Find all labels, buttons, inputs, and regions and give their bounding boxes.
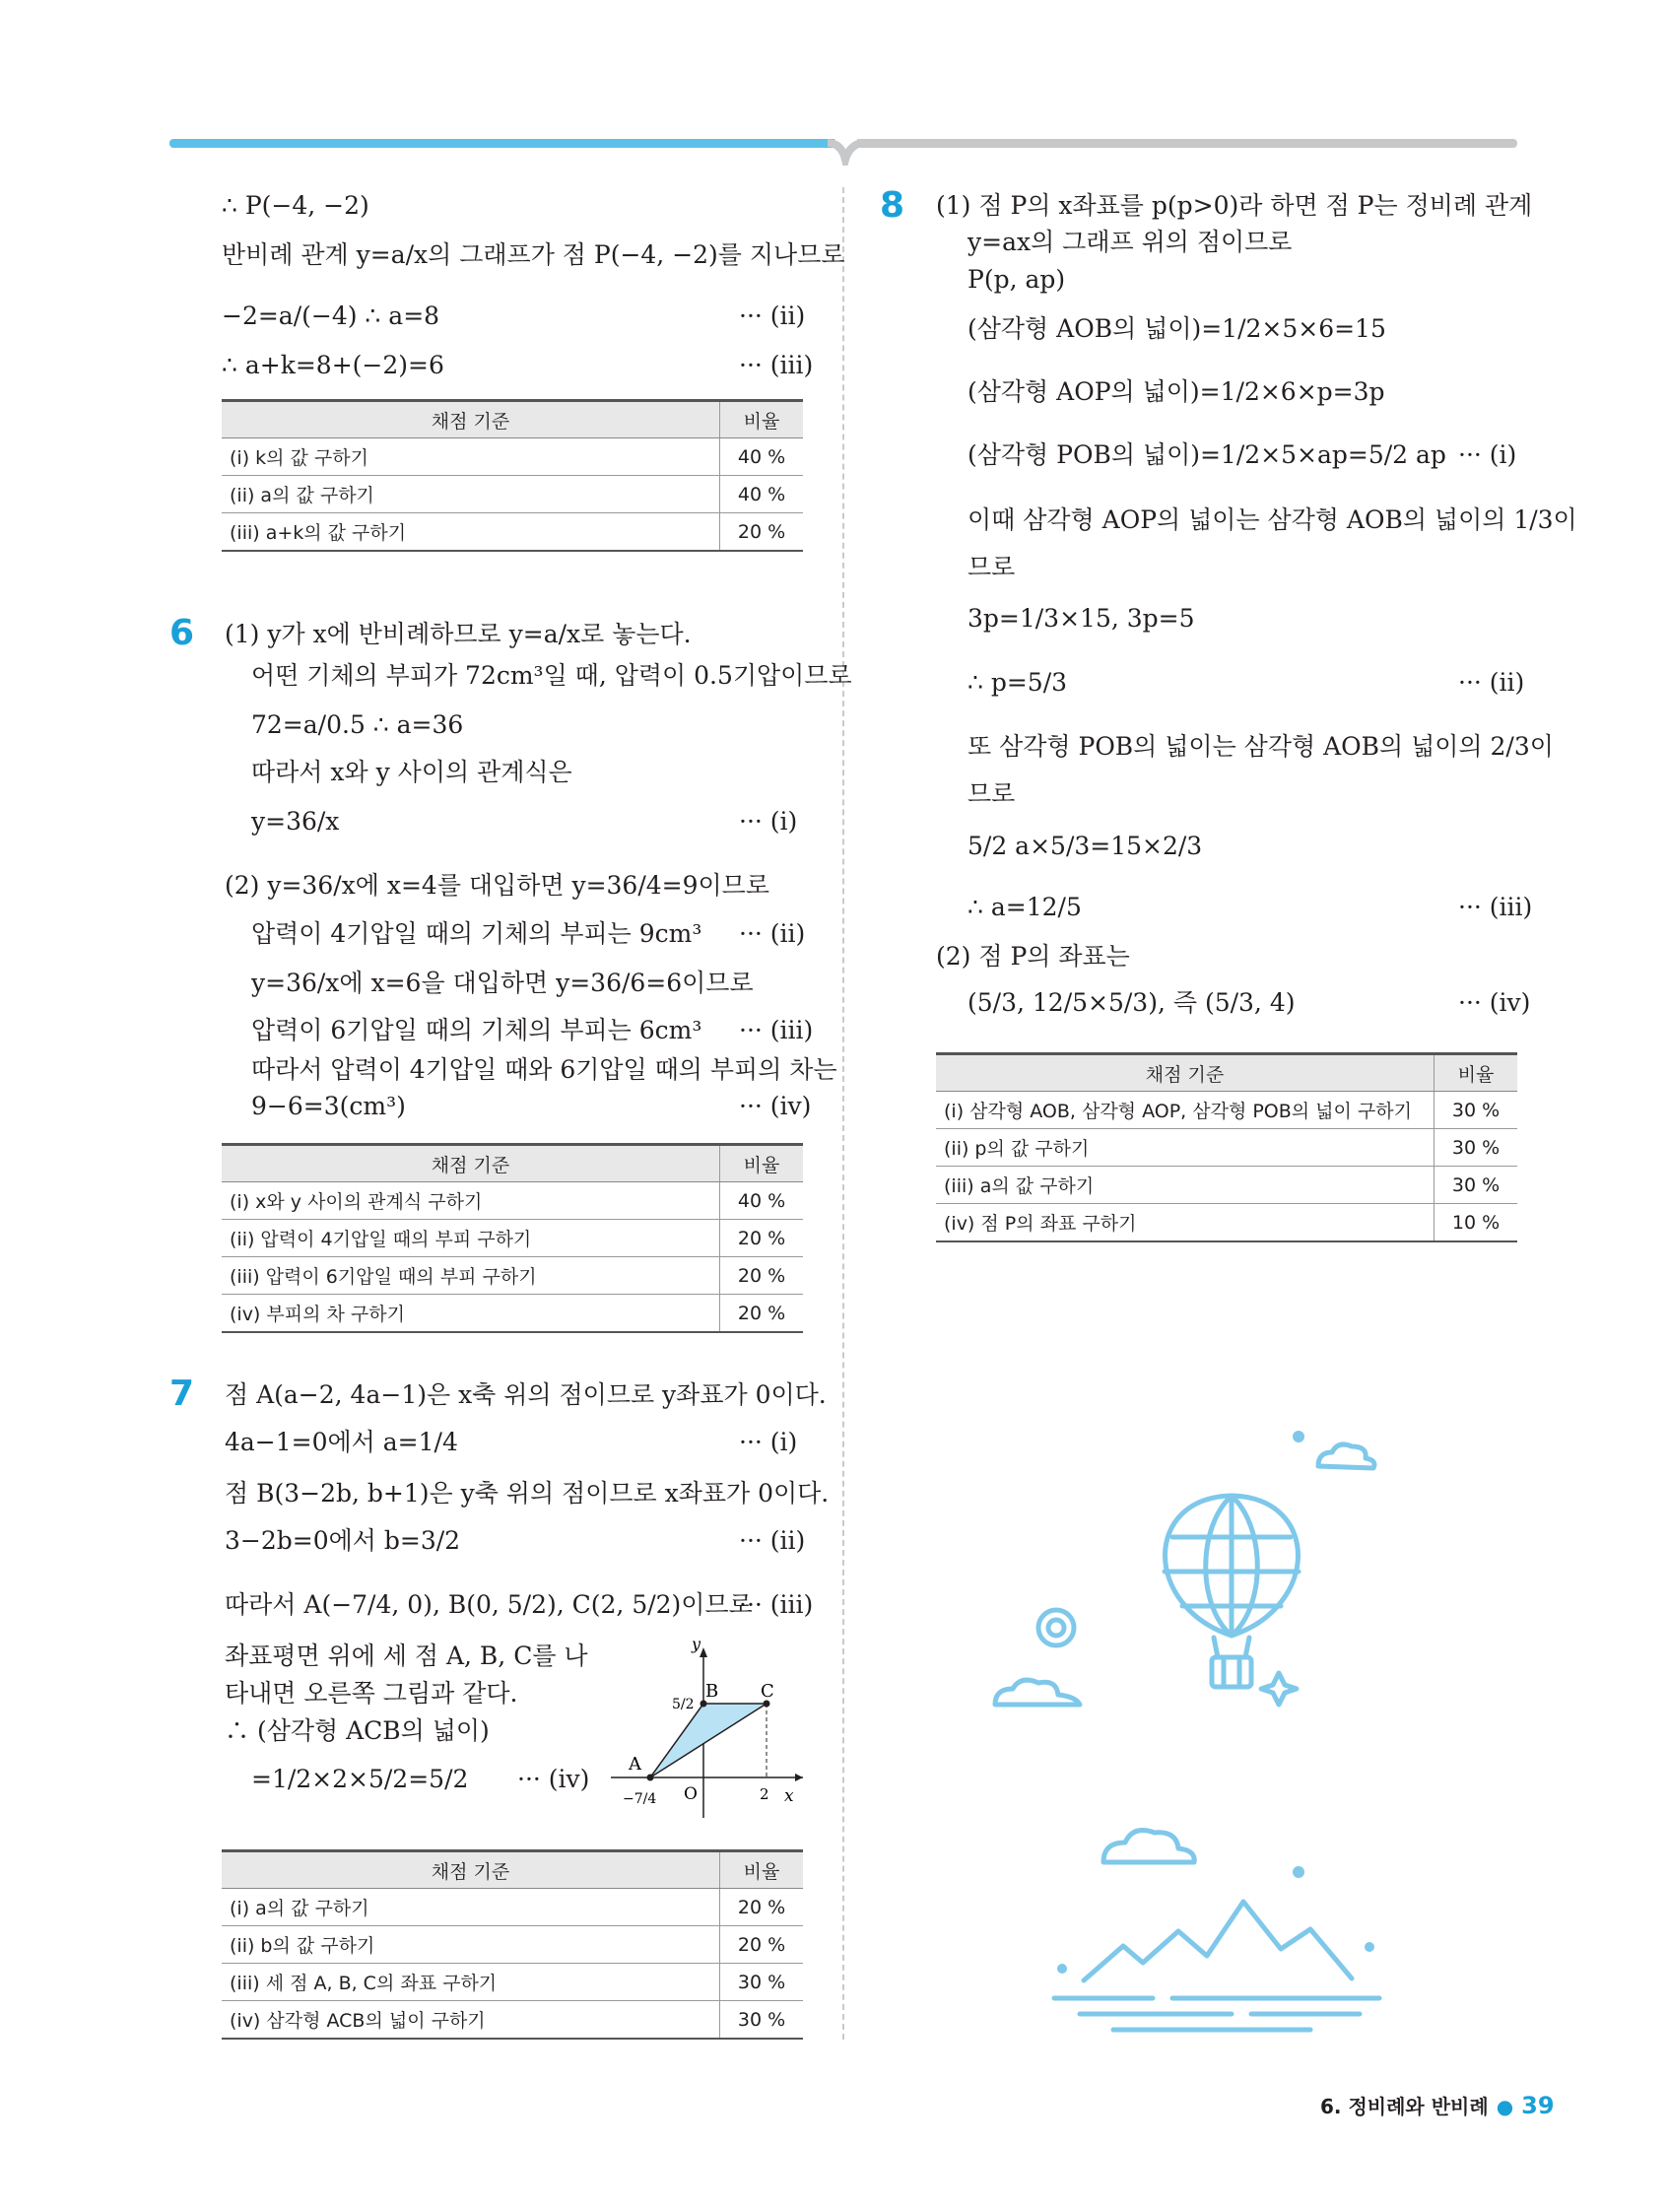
step-marker: ··· (ii) — [1458, 668, 1525, 697]
solution-line: =1/2×2×5/2=5/2 — [251, 1765, 469, 1793]
y-axis-arrow — [700, 1647, 707, 1657]
solution-line: P(p, ap) — [967, 265, 1066, 294]
sparkle-icon — [1261, 1673, 1297, 1705]
ratio-cell: 20 % — [720, 1295, 804, 1333]
bullet-icon: ● — [1496, 2095, 1514, 2118]
criteria-cell: (ii) a의 값 구하기 — [222, 476, 720, 513]
step-marker: ··· (i) — [739, 1428, 798, 1456]
ratio-cell: 20 % — [720, 513, 804, 552]
solution-line: 따라서 압력이 4기압일 때와 6기압일 때의 부피의 차는 — [251, 1055, 837, 1084]
solution-line: (2) 점 P의 좌표는 — [936, 942, 1130, 971]
header-bar-right — [857, 139, 1517, 148]
step-marker: ··· (iii) — [739, 1016, 814, 1044]
solution-line: (5/3, 12/5×5/3), 즉 (5/3, 4) — [967, 988, 1296, 1017]
scoring-table-7 — [222, 1849, 803, 2040]
point-b-label: B — [705, 1681, 719, 1702]
table-row — [222, 1295, 803, 1333]
solution-line: (1) y가 x에 반비례하므로 y=a/x로 놓는다. — [225, 620, 692, 648]
problem-number: 6 — [169, 613, 195, 653]
solution-line: ∴ a+k=8+(−2)=6 — [222, 351, 444, 379]
cloud-icon — [1103, 1831, 1194, 1862]
solution-line: 4a−1=0에서 a=1/4 — [225, 1428, 458, 1456]
x-axis-arrow — [795, 1774, 803, 1781]
solution-line: 따라서 A(−7/4, 0), B(0, 5/2), C(2, 5/2)이므로 — [225, 1590, 753, 1619]
hot-air-balloon-icon — [1165, 1496, 1299, 1687]
table-header-row — [222, 401, 803, 438]
chapter-title: 6. 정비례와 반비례 — [1320, 2095, 1489, 2118]
table-row — [222, 476, 803, 513]
ratio-cell: 20 % — [720, 1926, 804, 1964]
step-marker: ··· (iv) — [739, 1092, 812, 1120]
dot-icon — [1293, 1866, 1304, 1878]
ratio-cell: 30 % — [720, 1964, 804, 2001]
page-footer — [1320, 2091, 1555, 2119]
criteria-cell: (i) x와 y 사이의 관계식 구하기 — [222, 1182, 720, 1220]
table-row — [222, 513, 803, 552]
solution-line: 므로 — [967, 779, 1016, 808]
y-axis-label: y — [692, 1636, 701, 1653]
solution-line: 어떤 기체의 부피가 72cm³일 때, 압력이 0.5기압이므로 — [251, 661, 852, 690]
solution-line: y=36/x — [251, 807, 340, 836]
criteria-cell: (iii) 압력이 6기압일 때의 부피 구하기 — [222, 1257, 720, 1295]
step-marker: ··· (ii) — [739, 1526, 806, 1555]
step-marker: ··· (ii) — [739, 302, 806, 330]
tick-x-neg-label: −7/4 — [623, 1791, 657, 1807]
ratio-header: 비율 — [1434, 1054, 1518, 1092]
solution-line: 반비례 관계 y=a/x의 그래프가 점 P(−4, −2)를 지나므로 — [222, 240, 845, 269]
solution-line: 타내면 오른쪽 그림과 같다. — [225, 1679, 518, 1708]
x-axis-label: x — [784, 1786, 794, 1806]
solution-line: ∴ p=5/3 — [967, 668, 1068, 697]
ratio-header: 비율 — [720, 401, 804, 438]
solution-line: 점 B(3−2b, b+1)은 y축 위의 점이므로 x좌표가 0이다. — [225, 1479, 830, 1508]
decorative-illustration — [985, 1409, 1438, 2040]
point-a-label: A — [629, 1754, 641, 1775]
solution-line: 9−6=3(cm³) — [251, 1092, 406, 1120]
table-row — [222, 1182, 803, 1220]
step-marker: ··· (ii) — [739, 919, 806, 948]
tick-y-label: 5/2 — [672, 1697, 695, 1712]
criteria-header: 채점 기준 — [936, 1054, 1434, 1092]
solution-line: 3p=1/3×15, 3p=5 — [967, 604, 1195, 633]
criteria-header: 채점 기준 — [222, 401, 720, 438]
criteria-cell: (iii) a+k의 값 구하기 — [222, 513, 720, 552]
ratio-cell: 20 % — [720, 1889, 804, 1926]
criteria-cell: (iii) a의 값 구하기 — [936, 1167, 1434, 1204]
dot-icon — [1293, 1431, 1304, 1442]
solution-line: ∴ P(−4, −2) — [222, 191, 369, 220]
ratio-header: 비율 — [720, 1145, 804, 1182]
point-c-label: C — [761, 1681, 774, 1702]
table-row — [222, 438, 803, 476]
ratio-cell: 10 % — [1434, 1204, 1518, 1242]
criteria-cell: (i) k의 값 구하기 — [222, 438, 720, 476]
ratio-cell: 30 % — [1434, 1092, 1518, 1129]
solution-line: 5/2 a×5/3=15×2/3 — [967, 832, 1203, 860]
mountains-icon — [1084, 1902, 1352, 1980]
solution-line: 3−2b=0에서 b=3/2 — [225, 1526, 461, 1555]
point-a — [647, 1775, 654, 1781]
ratio-cell: 20 % — [720, 1257, 804, 1295]
table-row — [222, 1257, 803, 1295]
criteria-cell: (iv) 삼각형 ACB의 넓이 구하기 — [222, 2001, 720, 2040]
solution-line: y=ax의 그래프 위의 점이므로 — [967, 228, 1293, 256]
step-marker: ··· (iii) — [1458, 893, 1533, 921]
problem-number: 7 — [169, 1374, 195, 1414]
sun-icon — [1038, 1610, 1074, 1645]
solution-line: (삼각형 AOP의 넓이)=1/2×6×p=3p — [967, 377, 1385, 406]
coordinate-graph — [601, 1636, 808, 1823]
column-divider — [842, 187, 844, 2040]
dot-icon — [1057, 1964, 1067, 1974]
ratio-cell: 20 % — [720, 1220, 804, 1257]
table-row — [936, 1167, 1517, 1204]
table-row — [936, 1092, 1517, 1129]
ratio-cell: 40 % — [720, 476, 804, 513]
solution-line: ∴ (삼각형 ACB의 넓이) — [225, 1716, 490, 1745]
table-header-row — [222, 1145, 803, 1182]
table-row — [936, 1204, 1517, 1242]
tick-x-pos-label: 2 — [760, 1785, 769, 1803]
table-row — [222, 2001, 803, 2040]
table-row — [222, 1926, 803, 1964]
criteria-cell: (ii) p의 값 구하기 — [936, 1129, 1434, 1167]
solution-line: 므로 — [967, 553, 1016, 581]
ratio-cell: 30 % — [720, 2001, 804, 2040]
criteria-cell: (ii) 압력이 4기압일 때의 부피 구하기 — [222, 1220, 720, 1257]
solution-line: −2=a/(−4) ∴ a=8 — [222, 302, 440, 330]
solution-line: 또 삼각형 POB의 넓이는 삼각형 AOB의 넓이의 2/3이 — [967, 732, 1554, 761]
ratio-cell: 40 % — [720, 438, 804, 476]
solution-line: (삼각형 POB의 넓이)=1/2×5×ap=5/2 ap — [967, 440, 1446, 469]
solution-line: 점 A(a−2, 4a−1)은 x축 위의 점이므로 y좌표가 0이다. — [225, 1380, 827, 1409]
cloud-icon — [995, 1680, 1080, 1705]
criteria-header: 채점 기준 — [222, 1145, 720, 1182]
ratio-cell: 30 % — [1434, 1129, 1518, 1167]
criteria-header: 채점 기준 — [222, 1851, 720, 1889]
solution-line: ∴ a=12/5 — [967, 893, 1082, 921]
solution-line: 압력이 4기압일 때의 기체의 부피는 9cm³ — [251, 919, 702, 948]
scoring-table-5 — [222, 399, 803, 552]
problem-number: 8 — [880, 185, 905, 226]
step-marker: ··· (i) — [739, 807, 798, 836]
solution-line: (1) 점 P의 x좌표를 p(p>0)라 하면 점 P는 정비례 관계 — [936, 191, 1533, 220]
scoring-table-6 — [222, 1143, 803, 1333]
cloud-icon — [1318, 1444, 1374, 1468]
triangle-acb — [650, 1704, 767, 1777]
criteria-cell: (iii) 세 점 A, B, C의 좌표 구하기 — [222, 1964, 720, 2001]
table-header-row — [936, 1054, 1517, 1092]
criteria-cell: (iv) 점 P의 좌표 구하기 — [936, 1204, 1434, 1242]
dot-icon — [1365, 1942, 1374, 1952]
solution-line: (2) y=36/x에 x=4를 대입하면 y=36/4=9이므로 — [225, 871, 769, 900]
table-row — [222, 1889, 803, 1926]
solution-line: 72=a/0.5 ∴ a=36 — [251, 710, 464, 739]
table-row — [222, 1220, 803, 1257]
criteria-cell: (i) a의 값 구하기 — [222, 1889, 720, 1926]
solution-line: 이때 삼각형 AOP의 넓이는 삼각형 AOB의 넓이의 1/3이 — [967, 505, 1577, 534]
scoring-table-8 — [936, 1052, 1517, 1242]
criteria-cell: (iv) 부피의 차 구하기 — [222, 1295, 720, 1333]
solution-line: 따라서 x와 y 사이의 관계식은 — [251, 758, 572, 786]
step-marker: ··· (iii) — [739, 1590, 814, 1619]
step-marker: ··· (iii) — [739, 351, 814, 379]
solution-line: y=36/x에 x=6을 대입하면 y=36/6=6이므로 — [251, 969, 754, 997]
page-number: 39 — [1521, 2092, 1555, 2119]
ratio-cell: 40 % — [720, 1182, 804, 1220]
table-header-row — [222, 1851, 803, 1889]
solution-line: 압력이 6기압일 때의 기체의 부피는 6cm³ — [251, 1016, 702, 1044]
criteria-cell: (i) 삼각형 AOB, 삼각형 AOP, 삼각형 POB의 넓이 구하기 — [936, 1092, 1434, 1129]
ratio-header: 비율 — [720, 1851, 804, 1889]
solution-line: (삼각형 AOB의 넓이)=1/2×5×6=15 — [967, 314, 1386, 343]
solution-line: 좌표평면 위에 세 점 A, B, C를 나 — [225, 1642, 588, 1670]
step-marker: ··· (i) — [1458, 440, 1517, 469]
table-row — [936, 1129, 1517, 1167]
table-row — [222, 1964, 803, 2001]
origin-label: O — [684, 1784, 698, 1804]
ratio-cell: 30 % — [1434, 1167, 1518, 1204]
waves-icon — [1054, 1998, 1379, 2030]
criteria-cell: (ii) b의 값 구하기 — [222, 1926, 720, 1964]
header-bar-left — [169, 139, 834, 148]
step-marker: ··· (iv) — [517, 1765, 590, 1793]
step-marker: ··· (iv) — [1458, 988, 1531, 1017]
